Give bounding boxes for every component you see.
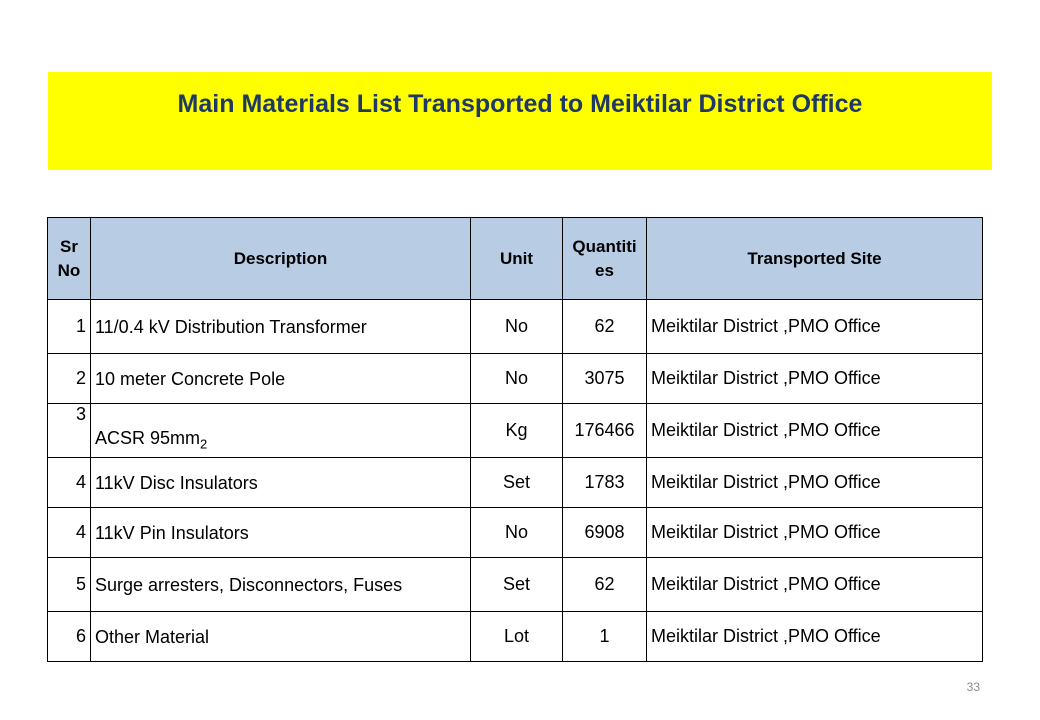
cell-unit: No: [471, 354, 563, 404]
cell-unit: Set: [471, 558, 563, 612]
cell-site: Meiktilar District ,PMO Office: [647, 458, 983, 508]
cell-quantity: 3075: [563, 354, 647, 404]
page-number: 33: [966, 680, 980, 694]
cell-description: Other Material: [91, 612, 471, 662]
cell-sr: 2: [48, 354, 91, 404]
table-row: [48, 404, 983, 458]
table-row: [48, 508, 983, 558]
cell-quantity: 1783: [563, 458, 647, 508]
table-row: [48, 354, 983, 404]
header-quantities: Quantiti es: [563, 218, 647, 300]
cell-quantity: 1: [563, 612, 647, 662]
table-row: [48, 300, 983, 354]
header-transported-site: Transported Site: [647, 218, 983, 300]
cell-quantity: 62: [563, 558, 647, 612]
cell-description: [91, 404, 471, 458]
cell-site: Meiktilar District ,PMO Office: [647, 612, 983, 662]
header-description: Description: [91, 218, 471, 300]
cell-quantity: 176466: [563, 404, 647, 458]
cell-sr: 4: [48, 458, 91, 508]
cell-unit: Kg: [471, 404, 563, 458]
cell-sr: 5: [48, 558, 91, 612]
cell-sr: 3: [48, 404, 91, 458]
cell-sr: 6: [48, 612, 91, 662]
cell-description: 11/0.4 kV Distribution Transformer: [91, 300, 471, 354]
header-sr-no: Sr No: [48, 218, 91, 300]
table-row: [48, 612, 983, 662]
cell-site: Meiktilar District ,PMO Office: [647, 404, 983, 458]
cell-description: 11kV Pin Insulators: [91, 508, 471, 558]
header-unit: Unit: [471, 218, 563, 300]
table-row: [48, 458, 983, 508]
cell-sr: 1: [48, 300, 91, 354]
cell-description: Surge arresters, Disconnectors, Fuses: [91, 558, 471, 612]
cell-unit: No: [471, 300, 563, 354]
materials-table: [47, 217, 983, 662]
cell-description: 11kV Disc Insulators: [91, 458, 471, 508]
cell-sr: 4: [48, 508, 91, 558]
cell-unit: Set: [471, 458, 563, 508]
cell-unit: No: [471, 508, 563, 558]
cell-site: Meiktilar District ,PMO Office: [647, 300, 983, 354]
cell-quantity: 62: [563, 300, 647, 354]
cell-quantity: 6908: [563, 508, 647, 558]
cell-unit: Lot: [471, 612, 563, 662]
cell-site: Meiktilar District ,PMO Office: [647, 508, 983, 558]
cell-site: Meiktilar District ,PMO Office: [647, 558, 983, 612]
cell-site: Meiktilar District ,PMO Office: [647, 354, 983, 404]
cell-description: 10 meter Concrete Pole: [91, 354, 471, 404]
description-text: ACSR 95mm: [95, 428, 201, 449]
description-superscript: 2: [200, 437, 208, 452]
title-banner: [48, 72, 992, 170]
table-row: [48, 558, 983, 612]
table-header-row: [48, 218, 983, 300]
page-title: Main Materials List Transported to Meiktilar District Office: [177, 90, 863, 118]
